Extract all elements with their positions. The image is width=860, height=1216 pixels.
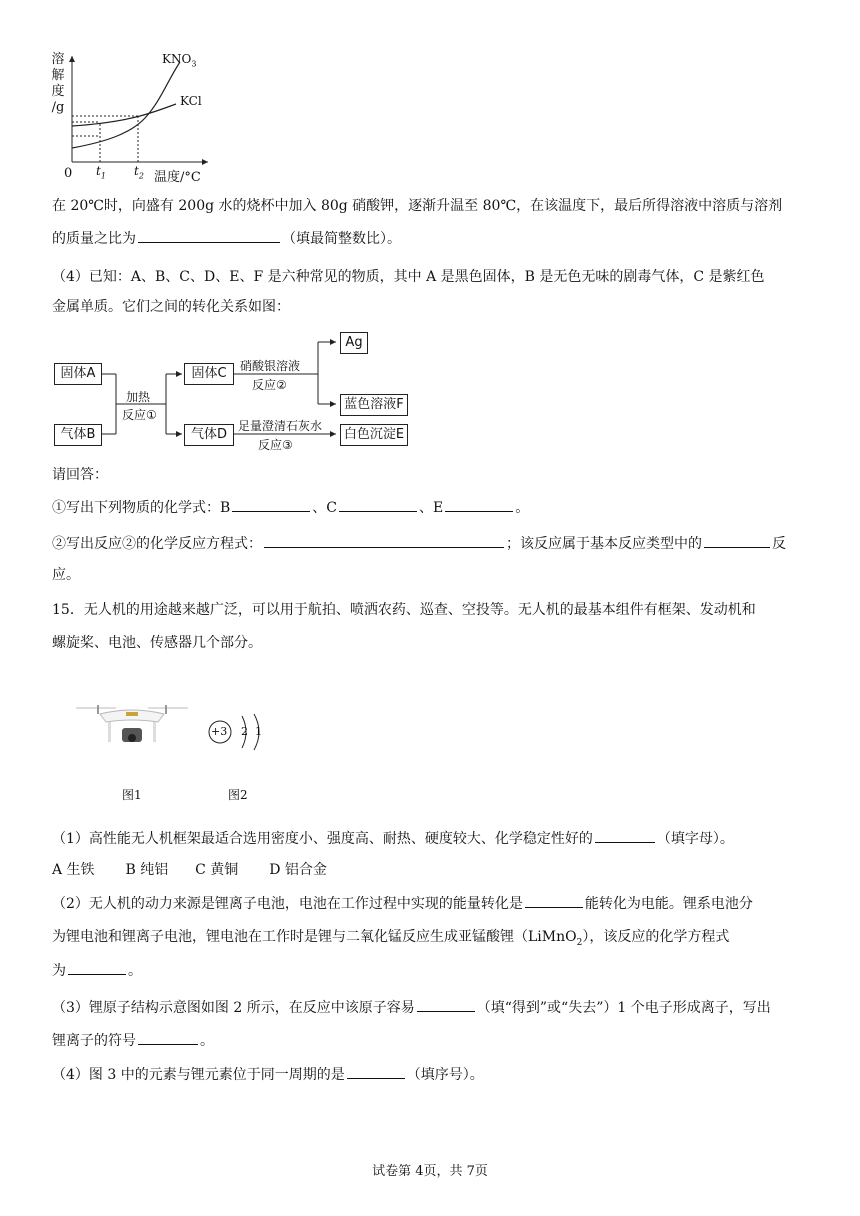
q15-p1: （1）高性能无人机框架最适合选用密度小、强度高、耐热、硬度较大、化学稳定性好的 （填字母）。 (52, 828, 734, 849)
y-label-3: 度 (51, 84, 65, 99)
drone-icon (72, 698, 192, 758)
option-b[interactable]: B 纯铝 (125, 862, 169, 878)
label-reaction2: 反应② (252, 378, 287, 392)
conversion-diagram (52, 330, 412, 450)
q4-line1: （4）已知：A、B、C、D、E、F 是六种常见的物质，其中 A 是黑色固体，B 是无色无味的剧毒气体，C 是紫红色 (52, 269, 765, 285)
y-label-4: /g (51, 100, 65, 115)
q15-p3-line1: （3）锂原子结构示意图如图 2 所示，在反应中该原子容易 （填“得到”或“失去”）1 个电子形成离子，写出 (52, 997, 771, 1018)
blank-c[interactable] (339, 497, 417, 512)
q4-line2: 金属单质。它们之间的转化关系如图： (52, 299, 290, 315)
x-axis-label: 温度/°C (154, 170, 201, 185)
q4-sub2-line2: 应。 (52, 567, 80, 583)
blank-b[interactable] (232, 497, 310, 512)
figure-1-caption: 图1 (122, 788, 142, 802)
q15-p2-line3: 为 。 (52, 960, 142, 981)
q4-sub1: ①写出下列物质的化学式：B 、C 、E 。 (52, 497, 529, 518)
t1-label: $t_1$ (96, 164, 106, 181)
page-footer: 试卷第 4页，共 7页 (372, 1164, 488, 1179)
blank-framework-material[interactable] (595, 828, 655, 843)
kno3-curve (72, 62, 180, 148)
box-gas-d: 气体D (184, 424, 234, 446)
box-blue-solution-f: 蓝色溶液F (340, 394, 408, 416)
y-label-1: 溶 (51, 52, 65, 67)
t2-label: $t_2$ (134, 164, 144, 181)
blank-reaction-type[interactable] (704, 533, 770, 548)
label-reaction3: 反应③ (258, 438, 293, 452)
kcl-curve (72, 104, 176, 126)
label-silver-nitrate: 硝酸银溶液 (240, 359, 301, 373)
blank-same-period[interactable] (347, 1064, 405, 1079)
label-limewater: 足量澄清石灰水 (238, 419, 323, 433)
box-gas-b: 气体B (54, 424, 102, 446)
q15-p2-line2: 为锂电池和锂离子电池，锂电池在工作时是锂与二氧化锰反应生成亚锰酸锂（LiMnO$_2$），该反应的化学方程式 (52, 929, 730, 948)
q15-line1: 15．无人机的用途越来越广泛，可以用于航拍、喷洒农药、巡查、空投等。无人机的最基本组件有框架、发动机和 (52, 602, 756, 618)
q15-line2: 螺旋桨、电池、传感器几个部分。 (52, 635, 262, 651)
box-solid-a: 固体A (54, 363, 102, 385)
blank-equation-2[interactable] (264, 533, 504, 548)
figure-2-caption: 图2 (228, 788, 248, 802)
box-white-precip-e: 白色沉淀E (340, 424, 408, 446)
box-ag: Ag (340, 332, 368, 354)
blank-energy-type[interactable] (525, 893, 583, 908)
q4-please-answer: 请回答： (52, 467, 108, 483)
label-heat: 加热 (126, 390, 151, 404)
option-c[interactable]: C 黄铜 (195, 862, 239, 878)
q15-p2-line1: （2）无人机的动力来源是锂离子电池，电池在工作过程中实现的能量转化是 能转化为电能。锂系电池分 (52, 893, 753, 914)
blank-gain-lose[interactable] (417, 997, 475, 1012)
atom-shell-1-count: 2 (241, 725, 248, 738)
figure-2-atom (206, 708, 270, 754)
kno3-label: $KNO_3$ (162, 52, 197, 69)
q3-line1: 在 20℃时，向盛有 200g 水的烧杯中加入 80g 硝酸钾，逐渐升温至 80℃，在该温度下，最后所得溶液中溶质与溶剂 (52, 198, 783, 214)
q15-options (52, 860, 327, 880)
q3-line2: 的质量之比为 （填最简整数比）。 (52, 228, 401, 249)
y-label-2: 解 (51, 68, 65, 83)
label-reaction1: 反应① (122, 408, 157, 422)
blank-li-ion-symbol[interactable] (138, 1030, 198, 1045)
option-a[interactable]: A 生铁 (52, 862, 95, 878)
atom-shell-2-count: 1 (255, 725, 262, 738)
q4-sub2: ②写出反应②的化学反应方程式： ；该反应属于基本反应类型中的 反 (52, 533, 786, 554)
kcl-label: KCl (180, 94, 202, 108)
blank-li-equation[interactable] (68, 960, 126, 975)
box-solid-c: 固体C (184, 363, 234, 385)
q15-p4: （4）图 3 中的元素与锂元素位于同一周期的是 （填序号）。 (52, 1064, 484, 1085)
origin-label: 0 (64, 166, 73, 181)
atom-nucleus-charge: +3 (211, 725, 228, 738)
option-d[interactable]: D 铝合金 (269, 862, 327, 878)
q15-p3-line2: 锂离子的符号 。 (52, 1030, 214, 1051)
blank-e[interactable] (445, 497, 513, 512)
solubility-graph (50, 52, 220, 187)
q3-answer-blank[interactable] (138, 228, 280, 243)
figure-1-drone (72, 698, 192, 758)
